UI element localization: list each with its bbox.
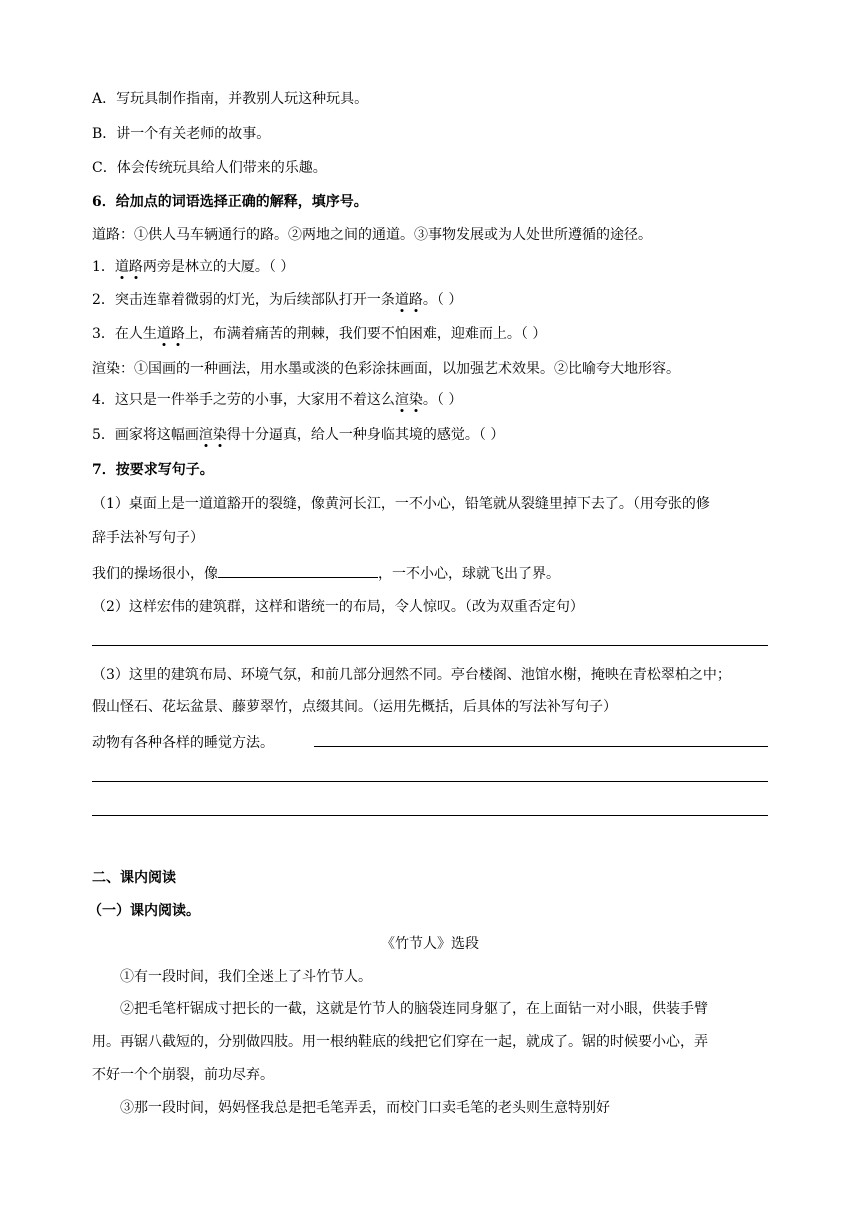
q6-title: 6．给加点的词语选择正确的解释，填序号。 <box>92 194 368 210</box>
section-2-subtitle: （一）课内阅读。 <box>88 903 200 919</box>
q7-part2: （2）这样宏伟的建筑群，这样和谐统一的布局，令人惊叹。（改为双重否定句） <box>92 599 584 615</box>
q7-part3-line2: 假山怪石、花坛盆景、藤萝翠竹，点缀其间。（运用先概括，后具体的写法补写句子） <box>92 699 617 715</box>
passage-paragraph-1: ①有一段时间，我们全迷上了斗竹节人。 <box>120 969 372 985</box>
emphasis-char: 路 <box>408 292 423 308</box>
xuanran-definition: 渲染：①国画的一种画法，用水墨或淡的色彩涂抹画面，以加强艺术效果。②比喻夸大地形容。 <box>92 361 680 377</box>
passage-paragraph-2-line1: ②把毛笔杆锯成寸把长的一截，这就是竹节人的脑袋连同身躯了，在上面钻一对小眼，供装手臂 <box>120 1001 708 1017</box>
dotted-word <box>157 326 185 342</box>
answer-line[interactable] <box>92 645 768 646</box>
sentence-prefix: 1． <box>92 259 115 275</box>
sentence-prefix: 4．这只是一件举手之劳的小事，大家用不着这么 <box>92 392 395 408</box>
emphasis-char: 路 <box>128 259 143 275</box>
sentence-suffix: 得十分逼真，给人一种身临其境的感觉。（ ） <box>226 427 505 443</box>
q7-part1-line2: 辞手法补写句子） <box>92 530 204 546</box>
dotted-word <box>199 427 227 443</box>
sentence-prefix: 2．突击连靠着微弱的灯光，为后续部队打开一条 <box>92 292 395 308</box>
dotted-word <box>395 392 423 408</box>
answer-line[interactable] <box>92 781 768 782</box>
emphasis-char: 渲 <box>394 392 409 408</box>
section-2-title: 二、课内阅读 <box>92 870 176 886</box>
q6-sentence-2 <box>92 290 768 310</box>
answer-line[interactable] <box>314 746 768 747</box>
q6-sentence-5 <box>92 425 768 445</box>
passage-paragraph-3: ③那一段时间，妈妈怪我总是把毛笔弄丢，而校门口卖毛笔的老头则生意特别好 <box>120 1100 610 1116</box>
sentence-suffix: 两旁是林立的大厦。（ ） <box>142 259 295 275</box>
q7-part3-fill: 动物有各种各样的睡觉方法。 <box>92 735 274 751</box>
dotted-word <box>115 259 143 275</box>
q6-sentence-1 <box>92 257 768 277</box>
sentence-suffix: 。（ ） <box>422 392 463 408</box>
emphasis-char: 染 <box>212 427 227 443</box>
sentence-prefix: 3．在人生 <box>92 326 157 342</box>
daolu-definition: 道路：①供人马车辆通行的路。②两地之间的通道。③事物发展或为人处世所遵循的途径。 <box>92 227 652 243</box>
emphasis-char: 道 <box>156 326 171 342</box>
q5-option-a: A．写玩具制作指南，并教别人玩这种玩具。 <box>92 91 369 107</box>
q6-sentence-4 <box>92 390 768 410</box>
emphasis-char: 道 <box>114 259 129 275</box>
q7-part1-fill <box>92 563 768 584</box>
fill-prefix: 我们的操场很小，像 <box>92 566 218 582</box>
passage-paragraph-2-line3: 不好一个个崩裂，前功尽弃。 <box>92 1067 274 1083</box>
fill-suffix: ，一不小心，球就飞出了界。 <box>378 566 560 582</box>
emphasis-char: 路 <box>170 326 185 342</box>
answer-blank[interactable] <box>218 563 378 578</box>
q6-sentence-3 <box>92 324 768 344</box>
q7-part3-line1: （3）这里的建筑布局、环境气氛，和前几部分迥然不同。亭台楼阁、池馆水榭，掩映在青松翠柏之中； <box>92 667 731 683</box>
sentence-suffix: 上，布满着痛苦的荆棘，我们要不怕困难，迎难而上。（ ） <box>184 326 547 342</box>
q5-option-c: C．体会传统玩具给人们带来的乐趣。 <box>92 160 327 176</box>
dotted-word <box>395 292 423 308</box>
emphasis-char: 渲 <box>198 427 213 443</box>
answer-line[interactable] <box>92 815 768 816</box>
q7-part1-line1: （1）桌面上是一道道豁开的裂缝，像黄河长江，一不小心，铅笔就从裂缝里掉下去了。（用夸张的修 <box>92 496 710 512</box>
passage-paragraph-2-line2: 用。再锯八截短的，分别做四肢。用一根纳鞋底的线把它们穿在一起，就成了。锯的时候要小心，弄 <box>92 1034 708 1050</box>
q5-option-b: B．讲一个有关老师的故事。 <box>92 126 271 142</box>
sentence-prefix: 5．画家将这幅画 <box>92 427 199 443</box>
sentence-suffix: 。（ ） <box>422 292 463 308</box>
passage-title: 《竹节人》选段 <box>381 936 479 952</box>
q7-title: 7．按要求写句子。 <box>92 462 214 478</box>
emphasis-char: 染 <box>408 392 423 408</box>
emphasis-char: 道 <box>394 292 409 308</box>
